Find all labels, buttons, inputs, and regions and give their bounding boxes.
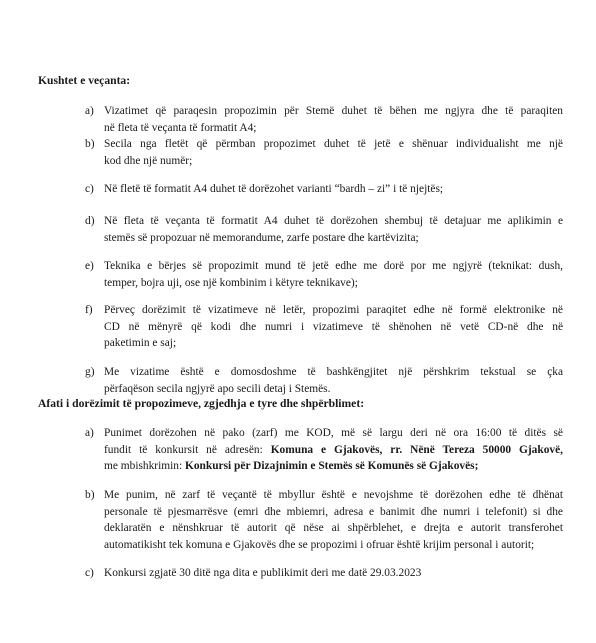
section-heading-special-conditions: Kushtet e veçanta: xyxy=(38,74,131,87)
list-item-label: c) xyxy=(85,183,94,195)
list-item-text: Në fletë të formatit A4 duhet të dorëzohet varianti “bardh – zi” i të njejtës; xyxy=(104,183,444,195)
list-item-text: Secila nga fletët që përmban propozimet duhet të jetë e shënuar individualisht me një xyxy=(104,138,563,150)
list-item xyxy=(85,136,563,169)
list-item-text: Përveç dorëzimit të vizatimeve në letër, propozimi paraqitet edhe në formë elektronike në xyxy=(104,304,563,316)
list-item xyxy=(85,425,563,475)
list-item xyxy=(85,213,563,246)
list-item-label: f) xyxy=(85,304,93,316)
list-item-text: në fleta të veçanta të formatit A4; xyxy=(104,121,257,134)
list-item-text: me mbishkrimin: xyxy=(104,460,185,472)
list-item-text: temper, bojra uji, ose një kombinim i këtyre teknikave); xyxy=(104,276,358,289)
list-item xyxy=(85,181,563,198)
list-item-label: g) xyxy=(85,366,95,378)
list-item-text: deklaratën e nënshkruar të autorit që nëse ai shpërblehet, e drejta e autorit transferohet xyxy=(104,522,563,534)
list-item-label: a) xyxy=(85,427,94,439)
list-item-text: Me vizatime është e domosdoshme të bashkëngjitet një përshkrim tekstual se çka xyxy=(104,366,563,378)
list-item-label: d) xyxy=(85,215,95,227)
list-item-label: b) xyxy=(85,489,95,501)
list-item-text: fundit të konkursit në adresën: xyxy=(104,443,271,456)
list-item-text: Vizatimet që paraqesin propozimin për Stemë duhet të bëhen me ngjyra dhe të paraqiten xyxy=(104,105,563,117)
inscription-text: Konkursi për Dizajnimin e Stemës së Komunës së Gjakovës; xyxy=(185,460,479,472)
list-item-text: Konkursi zgjatë 30 ditë nga dita e publikimit deri me datë 29.03.2023 xyxy=(104,567,422,579)
list-item-label: e) xyxy=(85,260,94,272)
list-item xyxy=(85,302,563,352)
list-item-text: automatikisht tek komuna e Gjakovës dhe se propozimi i ofruar është krijim personal i autorit; xyxy=(104,538,535,551)
list-item-text: përfaqëson secila ngjyrë apo secili detaj i Stemës. xyxy=(104,382,331,395)
list-item-text: kod dhe një numër; xyxy=(104,154,193,167)
list-item-text: Punimet dorëzohen në pako (zarf) me KOD, më së largu deri në ora 16:00 të ditës së xyxy=(104,427,563,439)
list-item-text: Në fleta të veçanta të formatit A4 duhet të dorëzohen shembuj të detajuar me aplikimin e xyxy=(104,215,563,227)
address-text: Komuna e Gjakovës, rr. Nënë Tereza 50000 Gjakovë, xyxy=(270,443,563,456)
list-item-label: c) xyxy=(85,567,94,579)
list-item-label: a) xyxy=(85,105,94,117)
list-item-text: CD në mënyrë që kodi dhe numri i vizatimeve të shënohen në vetë CD-në dhe në xyxy=(104,320,563,333)
list-item xyxy=(85,364,563,397)
list-item-text: stemës së propozuar në memorandume, zarfe postare dhe kartëvizita; xyxy=(104,231,419,244)
section-heading-deadline: Afati i dorëzimit të propozimeve, zgjedhja e tyre dhe shpërblimet: xyxy=(38,397,365,410)
list-item xyxy=(85,487,563,553)
list-item-label: b) xyxy=(85,138,95,150)
list-item-text: Me punim, në zarf të veçantë të mbyllur është e nevojshme të dorëzohen edhe të dhënat xyxy=(104,489,563,501)
list-item xyxy=(85,565,563,582)
list-item-text: personale të pjesmarrësve (emri dhe mbiemri, adresa e banimit dhe numri i telefonit) si dhe xyxy=(104,505,563,518)
list-item-text: Teknika e bërjes së propozimit mund të jetë edhe me dorë por me ngjyrë (teknikat: dush, xyxy=(104,260,563,272)
list-item-text: paketimin e saj; xyxy=(104,337,177,349)
list-item xyxy=(85,258,563,291)
list-item xyxy=(85,103,563,136)
